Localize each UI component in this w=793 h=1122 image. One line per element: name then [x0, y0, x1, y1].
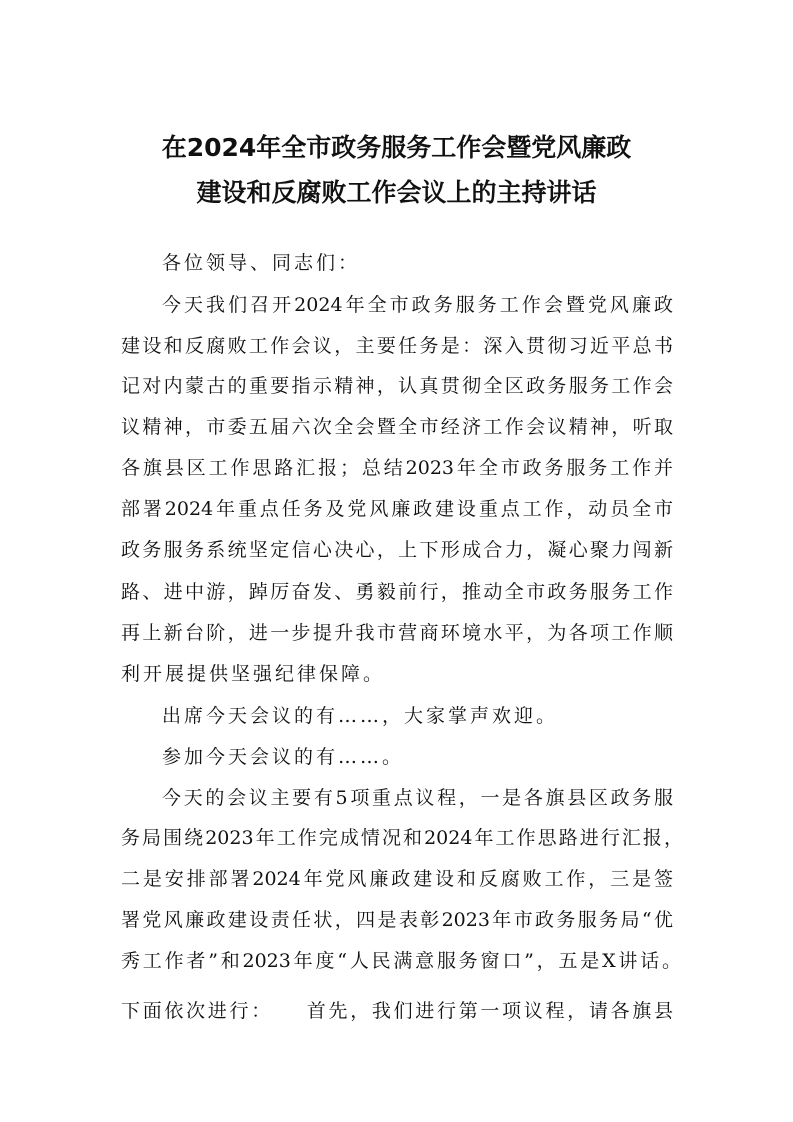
text-line: 再上新台阶，进一步提升我市营商环境水平，为各项工作顺	[121, 622, 673, 644]
text-line: 二是安排部署2024年党风廉政建设和反腐败工作，三是签	[121, 868, 673, 890]
text-line: 参加今天会议的有……。	[162, 746, 405, 768]
text-line: 务局围绕2023年工作完成情况和2024年工作思路进行汇报，	[121, 827, 683, 849]
text-line: 记对内蒙古的重要指示精神，认真贯彻全区政务服务工作会	[121, 375, 673, 397]
text-line: 今天的会议主要有5项重点议程，一是各旗县区政务服	[162, 787, 673, 809]
text-line: 部署2024年重点任务及党风廉政建设重点工作，动员全市	[121, 498, 673, 520]
text-line: 路、进中游，踔厉奋发、勇毅前行，推动全市政务服务工作	[121, 581, 673, 603]
text-line: 下面依次进行： 首先，我们进行第一项议程，请各旗县	[121, 1000, 673, 1022]
document-title-line-2: 建设和反腐败工作会议上的主持讲话	[196, 178, 597, 207]
text-line: 建设和反腐败工作会议，主要任务是：深入贯彻习近平总书	[121, 335, 673, 357]
document-title-line-1: 在2024年全市政务服务工作会暨党风廉政	[161, 133, 632, 162]
text-line: 各位领导、同志们：	[162, 252, 361, 274]
text-line: 出席今天会议的有……，大家掌声欢迎。	[162, 705, 559, 727]
text-line: 署党风廉政建设责任状，四是表彰2023年市政务服务局“优	[121, 909, 673, 931]
text-line: 议精神，市委五届六次全会暨全市经济工作会议精神，听取	[121, 416, 673, 438]
text-line: 政务服务系统坚定信心决心，上下形成合力，凝心聚力闯新	[121, 539, 673, 561]
text-line: 各旗县区工作思路汇报；总结2023年全市政务服务工作并	[121, 457, 673, 479]
text-line: 利开展提供坚强纪律保障。	[121, 663, 386, 685]
text-line: 今天我们召开2024年全市政务服务工作会暨党风廉政	[162, 294, 673, 316]
text-line: 秀工作者”和2023年度“人民满意服务窗口”，五是X讲话。	[121, 950, 681, 972]
